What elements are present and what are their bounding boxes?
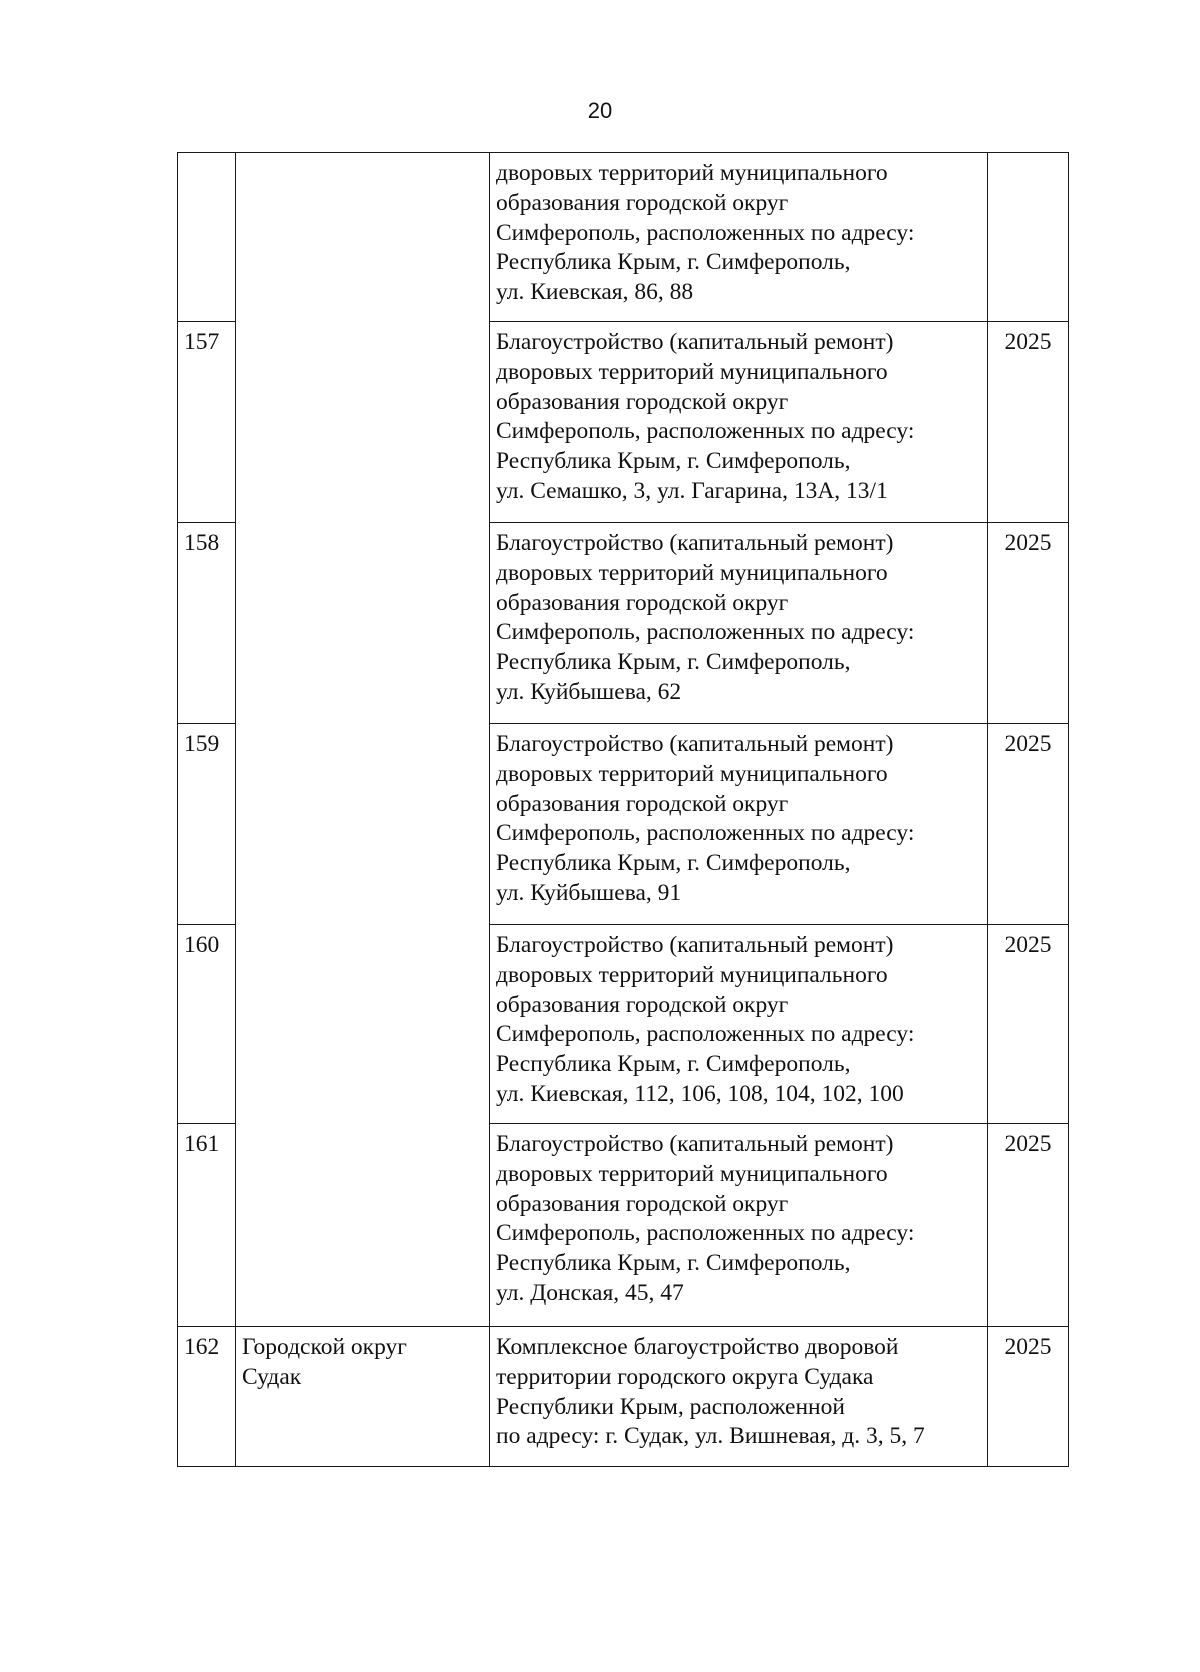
- description-line: Симферополь, расположенных по адресу:: [496, 619, 915, 646]
- description-line: ул. Донская, 45, 47: [496, 1279, 684, 1306]
- municipality-line: Судак: [242, 1363, 302, 1390]
- description-line: дворовых территорий муниципального: [496, 1160, 888, 1187]
- description-line: Симферополь, расположенных по адресу:: [496, 1220, 915, 1247]
- table-row: [178, 1327, 1069, 1467]
- row-number-cell: [178, 153, 236, 322]
- row-number-cell: 161: [178, 1124, 236, 1327]
- description-line: Комплексное благоустройство дворовой: [496, 1334, 899, 1360]
- description-line: Благоустройство (капитальный ремонт): [496, 530, 894, 556]
- description-line: ул. Семашко, 3, ул. Гагарина, 13А, 13/1: [496, 477, 888, 504]
- description-line: ул. Киевская, 86, 88: [496, 279, 694, 306]
- description-line: образования городской округ: [496, 388, 789, 415]
- description-cell: [490, 925, 988, 1124]
- year-cell: 2025: [988, 925, 1069, 1124]
- description-line: Республика Крым, г. Симферополь,: [496, 249, 851, 276]
- year-cell: 2025: [988, 1327, 1069, 1467]
- description-line: Симферополь, расположенных по адресу:: [496, 219, 915, 246]
- description-line: Благоустройство (капитальный ремонт): [496, 932, 894, 958]
- description-cell: [490, 322, 988, 523]
- description-line: Республика Крым, г. Симферополь,: [496, 1250, 851, 1277]
- description-line: образования городской округ: [496, 589, 789, 616]
- row-number-cell: 162: [178, 1327, 236, 1467]
- description-line: территории городского округа Судака: [496, 1363, 874, 1390]
- description-line: Симферополь, расположенных по адресу:: [496, 820, 915, 847]
- year-cell: 2025: [988, 724, 1069, 925]
- year-cell: [988, 153, 1069, 322]
- description-line: Республики Крым, расположенной: [496, 1393, 845, 1420]
- table-row: [178, 153, 1069, 322]
- description-line: Благоустройство (капитальный ремонт): [496, 329, 894, 355]
- description-line: образования городской округ: [496, 991, 789, 1018]
- description-line: Республика Крым, г. Симферополь,: [496, 649, 851, 676]
- row-number-cell: 158: [178, 523, 236, 724]
- description-cell: [490, 1124, 988, 1327]
- description-line: Симферополь, расположенных по адресу:: [496, 418, 915, 445]
- description-line: Симферополь, расположенных по адресу:: [496, 1021, 915, 1048]
- description-line: ул. Куйбышева, 91: [496, 879, 682, 906]
- description-cell: [490, 724, 988, 925]
- description-line: дворовых территорий муниципального: [496, 559, 888, 586]
- description-line: образования городской округ: [496, 189, 789, 216]
- description-cell: [490, 1327, 988, 1467]
- description-line: образования городской округ: [496, 1190, 789, 1217]
- description-line: дворовых территорий муниципального: [496, 358, 888, 385]
- description-line: Республика Крым, г. Симферополь,: [496, 448, 851, 475]
- year-cell: 2025: [988, 322, 1069, 523]
- year-cell: 2025: [988, 1124, 1069, 1327]
- description-line: дворовых территорий муниципального: [496, 961, 888, 988]
- row-number-cell: 157: [178, 322, 236, 523]
- municipality-cell: [236, 153, 490, 1327]
- description-line: дворовых территорий муниципального: [496, 760, 888, 787]
- description-line: ул. Киевская, 112, 106, 108, 104, 102, 100: [496, 1080, 904, 1107]
- row-number-cell: 159: [178, 724, 236, 925]
- description-line: по адресу: г. Судак, ул. Вишневая, д. 3, 5, 7: [496, 1423, 925, 1450]
- description-cell: [490, 153, 988, 322]
- year-cell: 2025: [988, 523, 1069, 724]
- description-cell: [490, 523, 988, 724]
- municipality-cell: [236, 1327, 490, 1467]
- description-line: Республика Крым, г. Симферополь,: [496, 850, 851, 877]
- municipality-line: Городской округ: [242, 1334, 407, 1360]
- description-line: Республика Крым, г. Симферополь,: [496, 1051, 851, 1078]
- description-line: ул. Куйбышева, 62: [496, 678, 682, 705]
- description-line: Благоустройство (капитальный ремонт): [496, 1131, 894, 1157]
- row-number-cell: 160: [178, 925, 236, 1124]
- description-line: дворовых территорий муниципального: [496, 160, 888, 186]
- description-line: Благоустройство (капитальный ремонт): [496, 731, 894, 757]
- description-line: образования городской округ: [496, 790, 789, 817]
- page-number: 20: [587, 98, 613, 123]
- projects-table: [177, 152, 1069, 1467]
